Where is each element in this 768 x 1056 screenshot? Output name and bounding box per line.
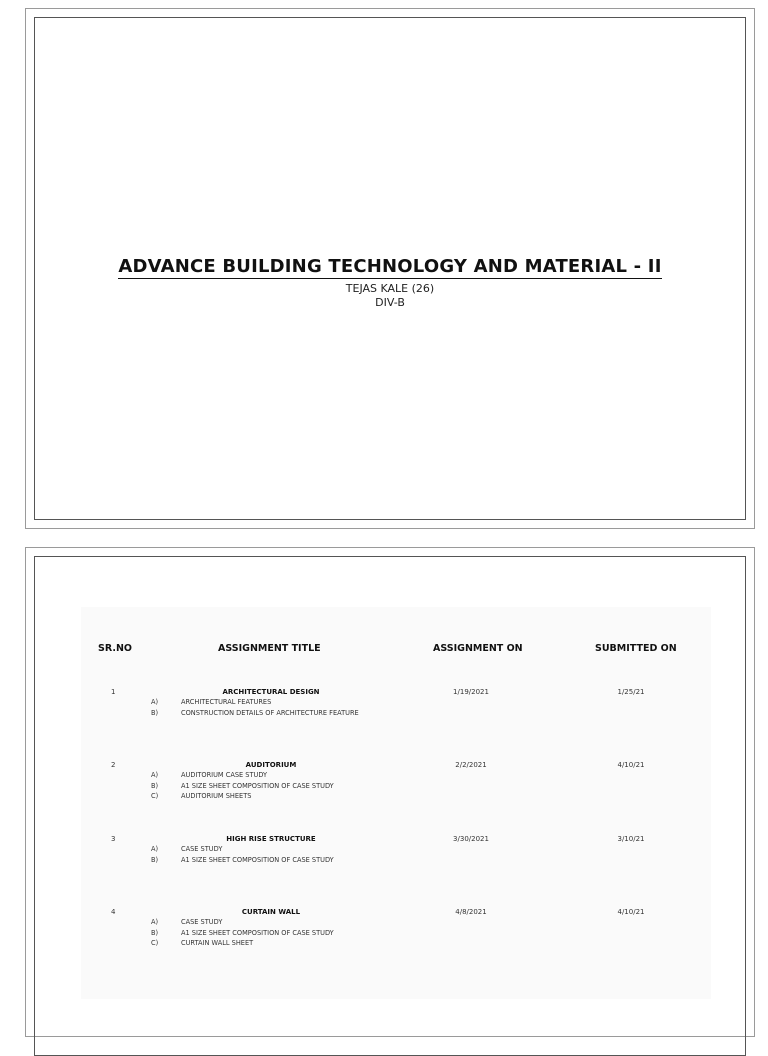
row-assignment-date: 2/2/2021	[455, 761, 487, 769]
header-assignment-on: ASSIGNMENT ON	[433, 643, 523, 654]
sub-item-text: CURTAIN WALL SHEET	[181, 939, 254, 947]
row-assignment-title: HIGH RISE STRUCTURE	[226, 835, 316, 843]
cover-sheet	[25, 8, 755, 529]
sub-item-letter: A)	[151, 845, 159, 853]
row-assignment-date: 4/8/2021	[455, 908, 487, 916]
row-assignment-date: 3/30/2021	[453, 835, 489, 843]
row-sr-no: 3	[111, 835, 116, 843]
sub-item-text: CASE STUDY	[181, 845, 223, 853]
header-sr-no: SR.NO	[98, 643, 132, 654]
row-submitted-date: 4/10/21	[617, 908, 645, 916]
sub-item-letter: A)	[151, 771, 159, 779]
sub-item-letter: B)	[151, 708, 159, 717]
sub-item-text: A1 SIZE SHEET COMPOSITION OF CASE STUDY	[181, 781, 334, 790]
header-assignment-title: ASSIGNMENT TITLE	[218, 643, 321, 654]
sub-item-letter: B)	[151, 928, 159, 937]
sub-item-letter: C)	[151, 939, 159, 947]
index-sheet	[25, 547, 755, 1037]
sub-item-letter: B)	[151, 855, 159, 864]
cover-title: ADVANCE BUILDING TECHNOLOGY AND MATERIAL - II	[118, 256, 662, 277]
sub-item-text: ARCHITECTURAL FEATURES	[181, 698, 272, 706]
sub-item-letter: A)	[151, 698, 159, 706]
sub-item-text: A1 SIZE SHEET COMPOSITION OF CASE STUDY	[181, 855, 334, 864]
row-submitted-date: 1/25/21	[617, 688, 645, 696]
row-sr-no: 4	[111, 908, 116, 916]
sub-item-letter: B)	[151, 781, 159, 790]
sub-item-letter: C)	[151, 792, 159, 800]
cover-division: DIV-B	[375, 296, 405, 309]
assignment-table	[81, 607, 711, 999]
sub-item-text: CASE STUDY	[181, 918, 223, 926]
row-assignment-title: ARCHITECTURAL DESIGN	[222, 688, 320, 696]
sub-item-text: A1 SIZE SHEET COMPOSITION OF CASE STUDY	[181, 928, 334, 937]
row-sr-no: 1	[111, 688, 116, 696]
index-sheet-border	[34, 556, 746, 1056]
row-submitted-date: 3/10/21	[617, 835, 645, 843]
sub-item-text: AUDITORIUM CASE STUDY	[181, 771, 268, 779]
sub-item-text: CONSTRUCTION DETAILS OF ARCHITECTURE FEATURE	[181, 708, 359, 717]
cover-student: TEJAS KALE (26)	[345, 282, 435, 295]
header-submitted-on: SUBMITTED ON	[595, 643, 677, 654]
sub-item-letter: A)	[151, 918, 159, 926]
row-assignment-date: 1/19/2021	[453, 688, 489, 696]
cover-title-block	[35, 256, 745, 310]
row-assignment-title: CURTAIN WALL	[241, 908, 301, 916]
sub-item-text: AUDITORIUM SHEETS	[181, 792, 252, 800]
row-sr-no: 2	[111, 761, 116, 769]
row-submitted-date: 4/10/21	[617, 761, 645, 769]
row-assignment-title: AUDITORIUM	[245, 761, 297, 769]
cover-sheet-border	[34, 17, 746, 520]
